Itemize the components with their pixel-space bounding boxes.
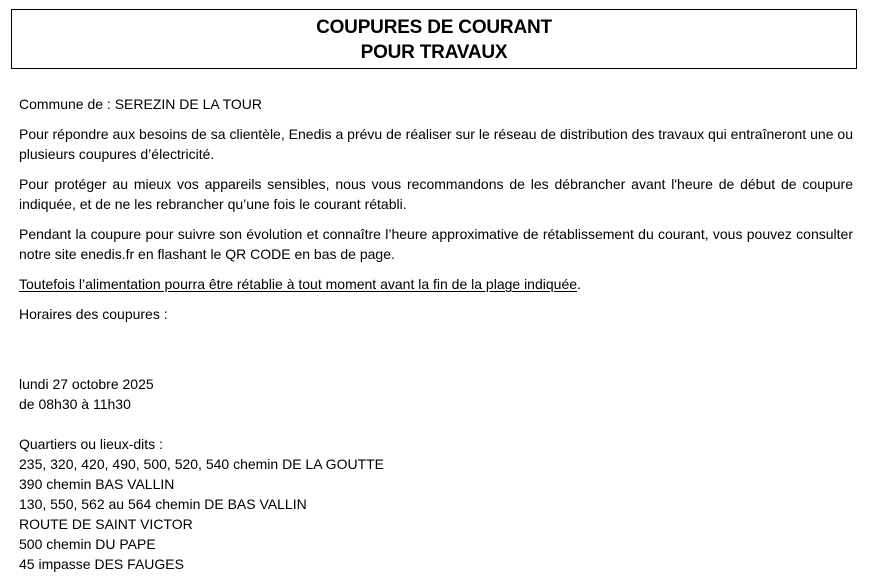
location-item: 235, 320, 420, 490, 500, 520, 540 chemin DE LA GOUTTE [19,456,385,472]
location-item: 45 impasse DES FAUGES [19,556,184,572]
document-body [19,94,853,574]
schedule-heading: Horaires des coupures : [19,306,168,322]
location-item: 130, 550, 562 au 564 chemin DE BAS VALLIN [19,496,307,512]
tracking-paragraph: Pendant la coupure pour suivre son évolution et connaître l’heure approximative de rétablissement du courant, vous pouvez consulter notre site enedis.fr en flashant le QR CODE en bas de page. [19,226,853,262]
spacer [19,414,853,434]
restoration-notice-text: Toutefois l’alimentation pourra être rétablie à tout moment avant la fin de la plage indiquée [19,276,578,292]
location-item: 390 chemin BAS VALLIN [19,476,175,492]
page-title-line-1: COUPURES DE COURANT [316,17,552,38]
page-title-line-2: POUR TRAVAUX [360,42,508,63]
schedule-block [19,374,853,414]
protection-paragraph: Pour protéger au mieux vos appareils sensibles, nous vous recommandons de les débrancher avant l'heure de début de coupure indiquée, et de ne les rebrancher qu’une fois le courant rétabli. [19,176,853,212]
locations-block [19,434,853,574]
commune-line: Commune de : SEREZIN DE LA TOUR [19,96,263,112]
location-item: ROUTE DE SAINT VICTOR [19,516,193,532]
restoration-notice [19,274,853,294]
schedule-time: de 08h30 à 11h30 [19,396,131,412]
title-box [11,9,857,69]
locations-heading: Quartiers ou lieux-dits : [19,436,163,452]
intro-paragraph: Pour répondre aux besoins de sa clientèle, Enedis a prévu de réaliser sur le réseau de distribution des travaux qui entraîneront une ou plusieurs coupures d’électricité. [19,126,853,162]
spacer [19,334,853,374]
schedule-date: lundi 27 octobre 2025 [19,376,154,392]
restoration-notice-period: . [577,276,581,292]
location-item: 500 chemin DU PAPE [19,536,156,552]
